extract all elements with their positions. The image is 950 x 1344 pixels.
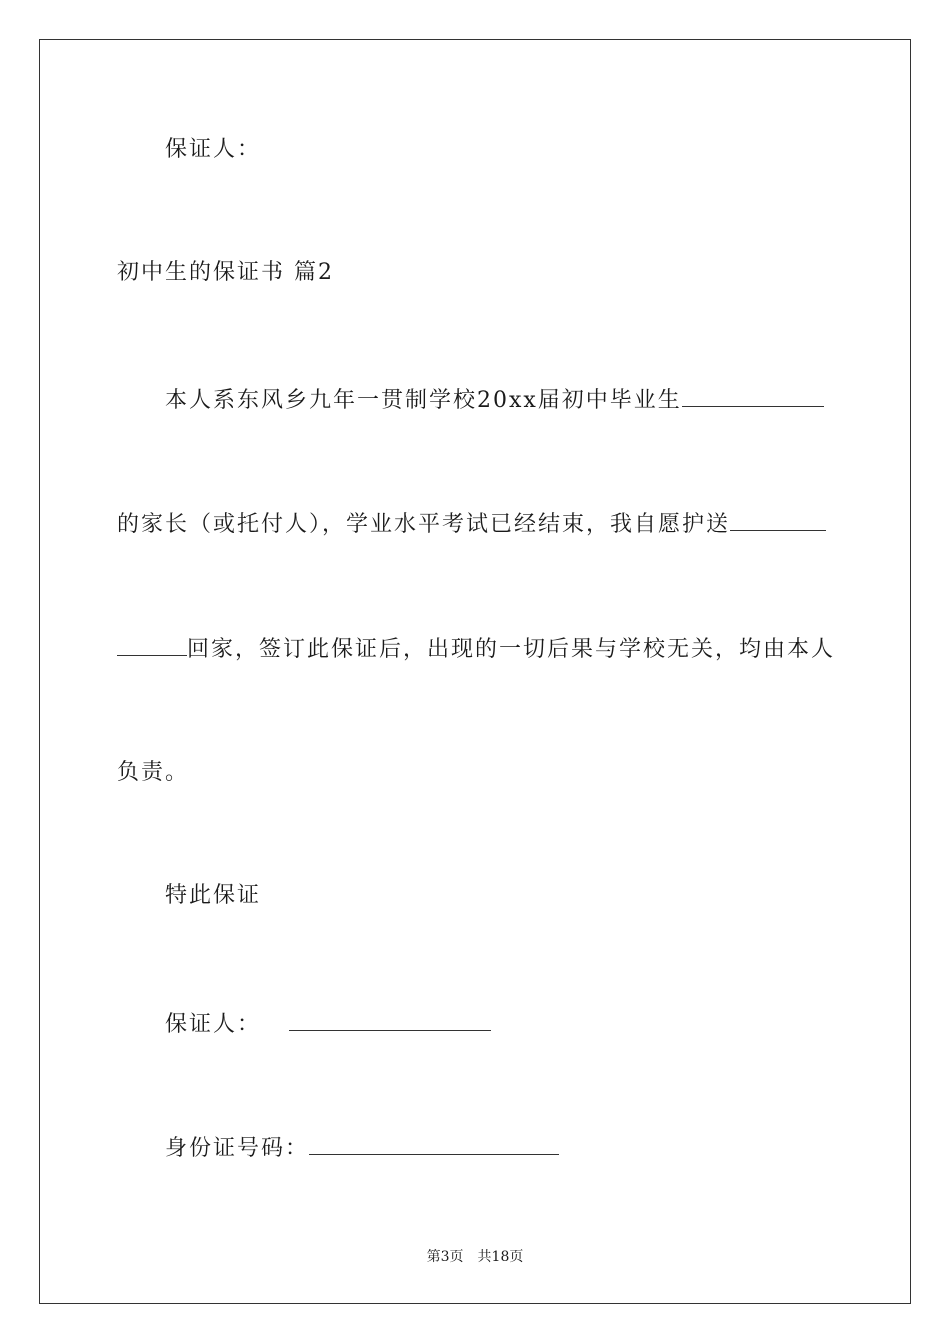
id-number-line (165, 1132, 559, 1164)
page-frame (39, 39, 911, 1304)
section-heading (117, 258, 334, 288)
closing-statement (165, 881, 261, 911)
paragraph-line-3 (117, 633, 835, 665)
page-footer (0, 1248, 950, 1266)
paragraph-text: 回家，签订此保证后，出现的一切后果与学校无关，均由本人 (187, 637, 836, 662)
guarantor-signature-blank (289, 1008, 491, 1031)
escort-name-blank (730, 508, 826, 531)
paragraph-text: 的家长（或托付人），学业水平考试已经结束，我自愿护送 (117, 512, 731, 537)
paragraph-line-2 (117, 508, 826, 540)
paragraph-text: 负责。 (117, 760, 190, 785)
student-name-blank (682, 384, 824, 407)
paragraph-text: 本人系东风乡九年一贯制学校20xx届初中毕业生 (165, 388, 682, 413)
paragraph-text: 特此保证 (165, 883, 262, 908)
escort-name-blank-cont (117, 633, 187, 656)
guarantor-label-top (165, 135, 261, 165)
paragraph-line-4 (117, 758, 189, 788)
heading-text: 初中生的保证书 篇2 (117, 260, 334, 285)
page-number: 第3页 共18页 (426, 1249, 524, 1265)
id-number-blank (309, 1132, 559, 1155)
field-label: 身份证号码： (165, 1136, 310, 1161)
guarantor-signature-line (165, 1008, 491, 1040)
field-label: 保证人： (165, 1012, 262, 1037)
paragraph-line-1 (165, 384, 824, 416)
paragraph-text: 保证人： (165, 137, 262, 162)
